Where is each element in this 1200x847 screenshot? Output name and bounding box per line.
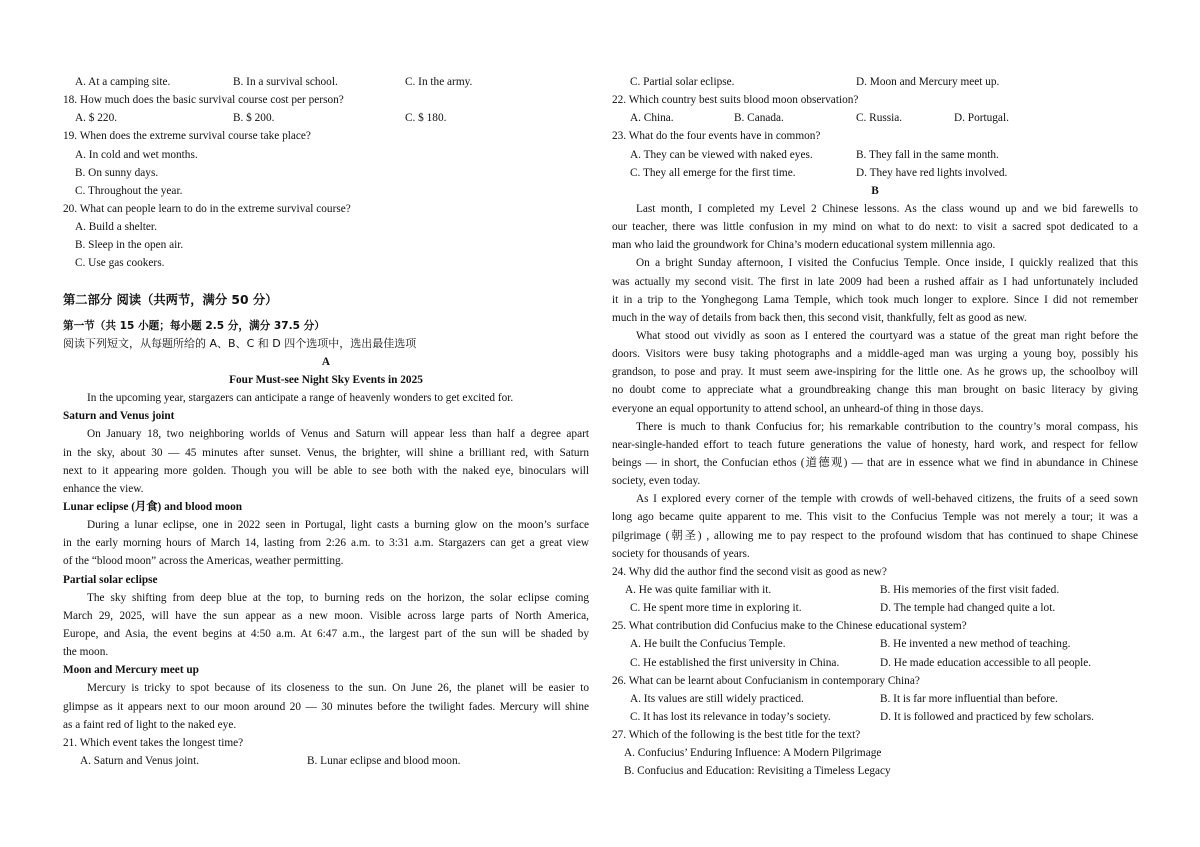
q17-options-row (63, 73, 589, 91)
q26-options-row (612, 690, 1138, 708)
q21-stem: 21. Which event takes the longest time? (63, 736, 244, 749)
q25-option-b[interactable]: B. He invented a new method of teaching. (880, 638, 1071, 651)
q27-stem: 27. Which of the following is the best title for the text? (612, 729, 861, 742)
event4-heading: Moon and Mercury meet up (63, 664, 199, 677)
q17-option-c[interactable]: C. In the army. (405, 76, 473, 88)
q20-option-a[interactable]: A. Build a shelter. (75, 221, 157, 234)
q21-option-c[interactable]: C. Partial solar eclipse. (630, 76, 735, 88)
q23-option-c[interactable]: C. They all emerge for the first time. (630, 166, 796, 179)
q22-option-a[interactable]: A. China. (630, 112, 674, 125)
q23-stem: 23. What do the four events have in common? (612, 130, 821, 143)
passage-b-p2-line: it in a trip to the Yonghegong Lama Temple, which took much longer to explore. Since I did not remember (612, 293, 1138, 306)
q21-option-d[interactable]: D. Moon and Mercury meet up. (856, 76, 1000, 88)
event4-line: Mercury is tricky to spot because of its closeness to the sun. On June 26, the planet will be easier to (87, 682, 589, 695)
q17-option-b[interactable]: B. In a survival school. (233, 76, 338, 88)
passage-b-p1-line: Last month, I completed my Level 2 Chinese lessons. As the class wound up and we bid farewells to (636, 202, 1138, 215)
q18-stem: 18. How much does the basic survival course cost per person? (63, 94, 344, 107)
q24-option-c[interactable]: C. He spent more time in exploring it. (630, 602, 802, 615)
q24-stem: 24. Why did the author find the second visit as good as new? (612, 565, 887, 578)
q24-options-row (612, 581, 1138, 599)
event2-line: During a lunar eclipse, one in 2022 seen in Portugal, light casts a burning glow on the moon’s surface (87, 519, 589, 532)
passage-b-p3-line: everyone an equal opportunity to attend school, an unheard-of thing in those days. (612, 402, 984, 415)
passage-b-p3-line: doors. Visitors were busy taking photographs and a middle-aged man was urging a young boy, possibly his (612, 348, 1138, 361)
q21-option-b[interactable]: B. Lunar eclipse and blood moon. (307, 754, 461, 767)
passage-b-p4-line: There is much to thank Confucius for; his remarkable contribution to the country’s moral compass, his (636, 420, 1138, 433)
event1-line: next to it appearing more golden. Though you will be able to see both with the naked eye, binoculars will (63, 464, 589, 477)
passage-b-p4-line: beings — in short, the Confucian ethos (道德观) — that are in essence what we find in abundance in Chinese (612, 456, 1138, 469)
event1-line: enhance the view. (63, 482, 144, 495)
event2-line: of the “blood moon” across the Americas, weather permitting. (63, 555, 344, 568)
q18-option-a[interactable]: A. $ 220. (75, 112, 118, 125)
q26-option-c[interactable]: C. It has lost its relevance in today’s society. (630, 710, 831, 723)
q25-options-row (612, 654, 1138, 672)
q25-stem: 25. What contribution did Confucius make to the Chinese educational system? (612, 620, 967, 633)
section1-heading: 第一节（共 15 小题；每小题 2.5 分，满分 37.5 分） (63, 319, 325, 332)
q26-stem: 26. What can be learnt about Confucianism in contemporary China? (612, 674, 920, 687)
q23-options-row (612, 146, 1138, 164)
q25-option-a[interactable]: A. He built the Confucius Temple. (630, 638, 786, 651)
q21-options-cont-row (612, 73, 1138, 91)
event3-heading: Partial solar eclipse (63, 573, 158, 586)
passage-b-p2-line: was actually my second visit. The first in late 2009 had been a rushed affair as I had unfortunately included (612, 275, 1138, 288)
event2-heading: Lunar eclipse (月食) and blood moon (63, 500, 243, 513)
event3-line: The sky shifting from deep blue at the top, to burning reds on the horizon, the solar eclipse coming (87, 591, 589, 604)
q27-option-b[interactable]: B. Confucius and Education: Revisiting a Timeless Legacy (624, 765, 891, 778)
passage-b-p2-line: much in the way of details from back then, this second visit, thankfully, felt as good as new. (612, 311, 1027, 324)
q27-option-a[interactable]: A. Confucius’ Enduring Influence: A Modern Pilgrimage (624, 747, 882, 760)
q19-stem: 19. When does the extreme survival course take place? (63, 130, 311, 143)
passage-b-letter: B (871, 184, 879, 197)
passage-b-p2-line: On a bright Sunday afternoon, I visited the Confucius Temple. Once inside, I quickly realized that this (636, 257, 1138, 270)
q23-options-row (612, 164, 1138, 182)
passage-b-p3-line: What stood out vividly as soon as I entered the courtyard was a statue of the great man right before the (636, 329, 1138, 342)
q17-option-a[interactable]: A. At a camping site. (75, 76, 171, 88)
event3-line: the moon. (63, 646, 109, 659)
q23-option-a[interactable]: A. They can be viewed with naked eyes. (630, 148, 813, 161)
q26-options-row (612, 708, 1138, 726)
q20-stem: 20. What can people learn to do in the extreme survival course? (63, 202, 351, 215)
q22-option-c[interactable]: C. Russia. (856, 112, 903, 125)
q18-option-b[interactable]: B. $ 200. (233, 112, 275, 125)
passage-b-p5-line: pilgrimage (朝圣) , allowing me to pay respect to the profound wisdom that has continued to shape Chinese (612, 529, 1138, 542)
passage-b-p3-line: grandson, to pose and pray. It must seem awe-inspiring for the little one. As he grows up, the schoolboy will (612, 366, 1138, 379)
left-column (63, 73, 589, 770)
q21-options-row (63, 752, 589, 770)
passage-a-intro: In the upcoming year, stargazers can anticipate a range of heavenly wonders to get excited for. (87, 392, 514, 405)
passage-b-p1-line: man who laid the groundwork for China’s modern educational system millennia ago. (612, 239, 996, 252)
q19-option-a[interactable]: A. In cold and wet months. (75, 148, 198, 161)
q26-option-a[interactable]: A. Its values are still widely practiced. (630, 692, 804, 705)
event3-line: Europe, and Asia, the event begins at 4:50 a.m. At 6:47 a.m., the largest part of the sun will be shaded by (63, 627, 589, 640)
passage-b-p1-line: our teacher, there was little confusion in my mind on what to do next: to visit a sacred spot dedicated to a (612, 221, 1138, 234)
q24-options-row (612, 599, 1138, 617)
event3-line: March 29, 2025, will have the sun appear as a new moon. Visible across large parts of North America, (63, 609, 589, 622)
passage-b-p5-line: long ago became quite apparent to me. This visit to the Confucius Temple was not merely a tour; it was a (612, 511, 1138, 524)
q25-option-c[interactable]: C. He established the first university in China. (630, 656, 840, 669)
q18-option-c[interactable]: C. $ 180. (405, 112, 447, 125)
q22-option-b[interactable]: B. Canada. (734, 112, 784, 125)
event4-line: glimpse as it appears next to our moon around 20 — 30 minutes before the twilight fades. Mercury will shine (63, 700, 589, 713)
right-column (612, 73, 1138, 780)
q26-option-b[interactable]: B. It is far more influential than before. (880, 692, 1058, 705)
event1-line: On January 18, two neighboring worlds of Venus and Saturn will appear less than half a degree apart (87, 428, 589, 441)
passage-b-p5-line: society for thousands of years. (612, 547, 750, 560)
q24-option-a[interactable]: A. He was quite familiar with it. (625, 583, 772, 596)
passage-b-p4-line: society, even today. (612, 475, 701, 488)
q22-stem: 22. Which country best suits blood moon observation? (612, 94, 859, 107)
q25-option-d[interactable]: D. He made education accessible to all people. (880, 656, 1092, 669)
q18-options-row (63, 109, 589, 127)
q21-option-a[interactable]: A. Saturn and Venus joint. (80, 754, 200, 767)
q25-options-row (612, 635, 1138, 653)
q20-option-c[interactable]: C. Use gas cookers. (75, 257, 165, 270)
passage-a-letter: A (321, 355, 331, 368)
event1-heading: Saturn and Venus joint (63, 410, 175, 423)
passage-a-title: Four Must-see Night Sky Events in 2025 (229, 373, 423, 386)
q20-option-b[interactable]: B. Sleep in the open air. (75, 239, 184, 252)
event1-line: in the sky, about 30 — 45 minutes after sunset. Venus, the brighter, will shine a brilliant red, with Saturn (63, 446, 589, 459)
q22-option-d[interactable]: D. Portugal. (954, 112, 1009, 125)
q23-option-b[interactable]: B. They fall in the same month. (856, 148, 999, 161)
q22-options-row (612, 109, 1138, 127)
passage-b-p4-line: near-single-handed effort to teach future generations the value of honesty, hard work, and respect for fellow (612, 438, 1138, 451)
event2-line: in the early morning hours of March 14, lasting from 2:26 a.m. to 3:31 a.m. Stargazers can get a great view (63, 537, 589, 550)
q26-option-d[interactable]: D. It is followed and practiced by few scholars. (880, 710, 1094, 723)
reading-instructions: 阅读下列短文，从每题所给的 A、B、C 和 D 四个选项中，选出最佳选项 (63, 336, 417, 350)
event4-line: as a faint red of light to the naked eye. (63, 718, 237, 731)
q19-option-b[interactable]: B. On sunny days. (75, 166, 159, 179)
passage-b-p3-line: no doubt come to appreciate what a groundbreaking change this man brought on basic literacy by giving (612, 384, 1138, 397)
part2-heading: 第二部分 阅读（共两节，满分 50 分） (63, 292, 278, 307)
passage-b-p5-line: As I explored every corner of the temple with crowds of well-behaved citizens, the fruits of a seed sown (636, 493, 1138, 506)
q19-option-c[interactable]: C. Throughout the year. (75, 184, 183, 197)
q24-option-d[interactable]: D. The temple had changed quite a lot. (880, 602, 1056, 615)
q23-option-d[interactable]: D. They have red lights involved. (856, 166, 1008, 179)
q24-option-b[interactable]: B. His memories of the first visit faded. (880, 583, 1060, 596)
